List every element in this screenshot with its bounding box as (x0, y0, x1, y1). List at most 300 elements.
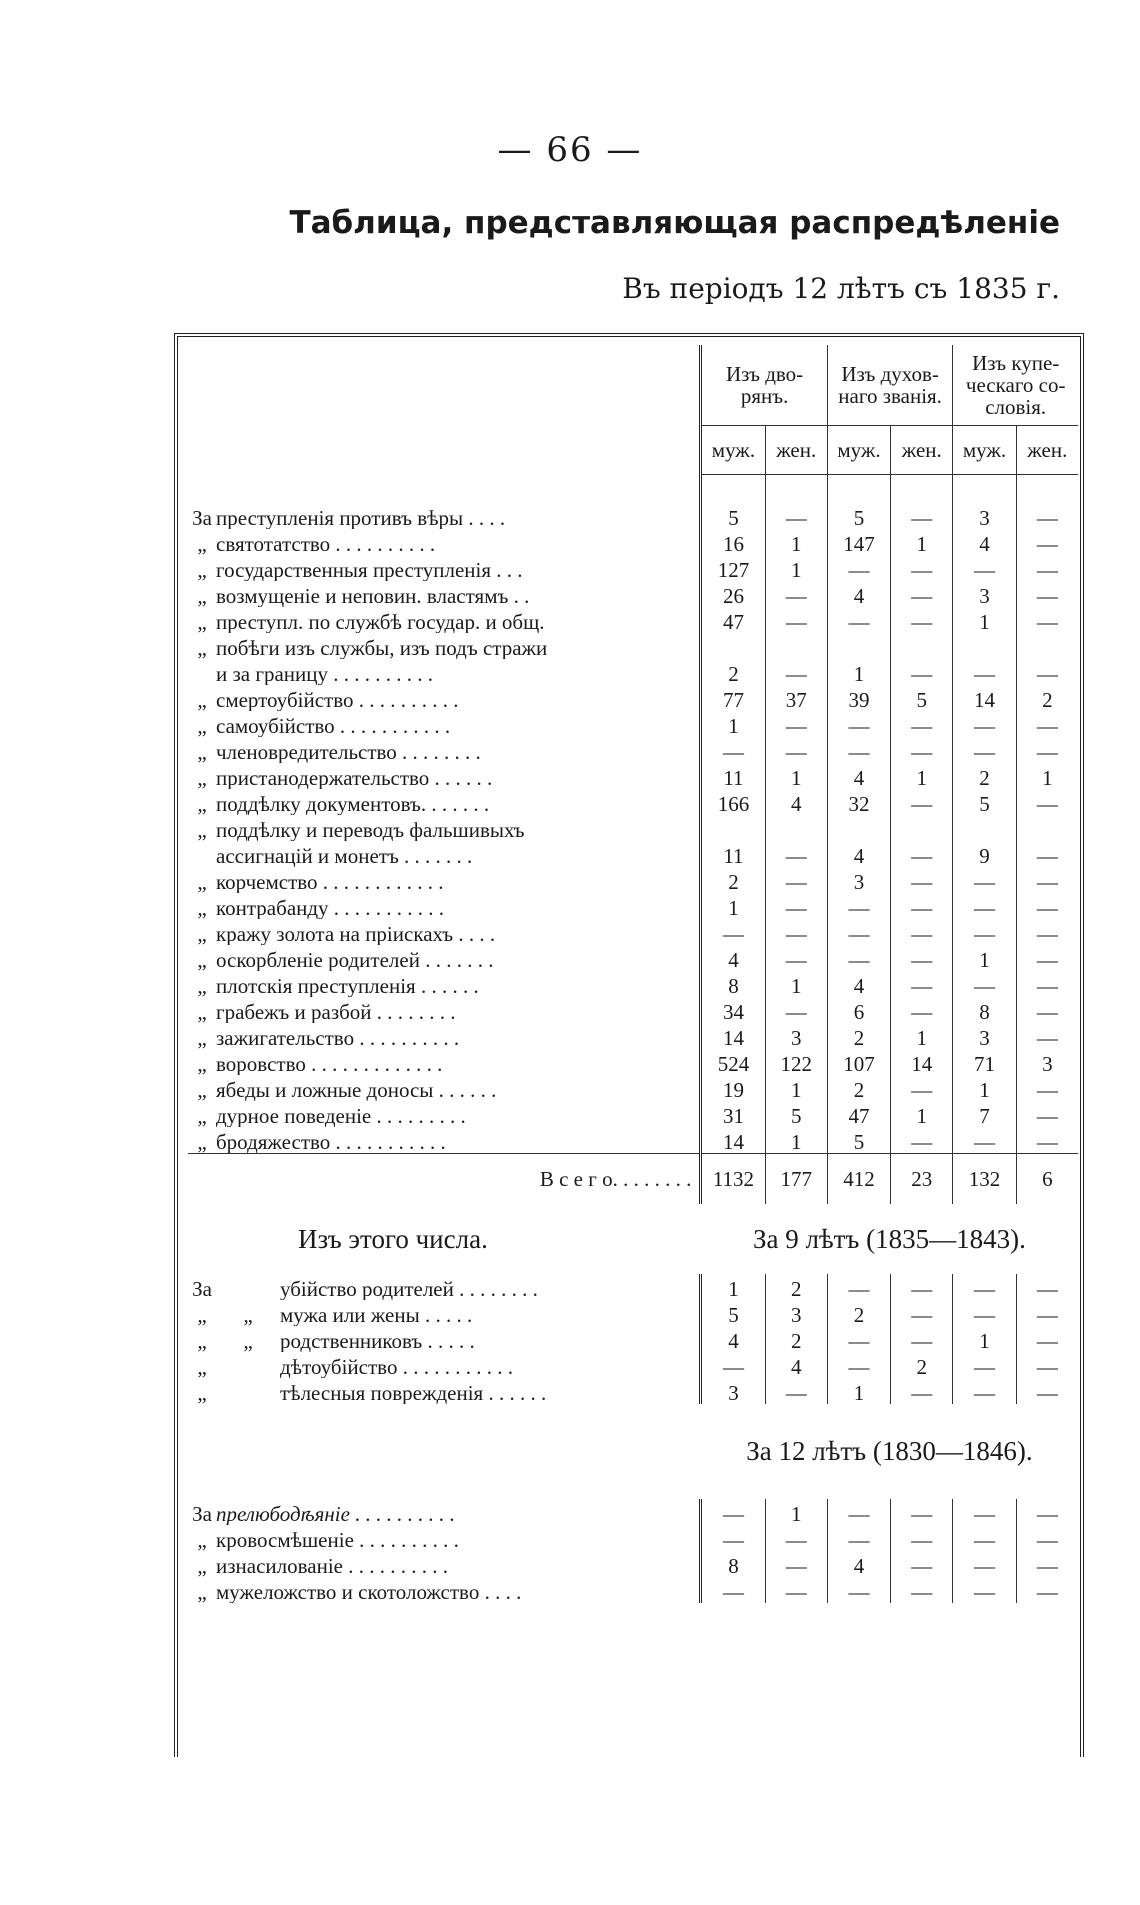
value-cell: — (953, 555, 1016, 581)
row-label (188, 867, 701, 893)
row-label (188, 711, 701, 737)
total-row (188, 1153, 1078, 1204)
row-prefix: „ (197, 791, 207, 815)
row-text: смертоубійство . . . . . . . . . . (216, 687, 459, 711)
value-cell: — (1016, 1326, 1078, 1352)
value-cell: — (1016, 893, 1078, 919)
value-cell: 9 (953, 841, 1016, 867)
value-cell: 1 (765, 529, 827, 555)
value-cell: — (765, 581, 827, 607)
value-cell: — (953, 1274, 1016, 1300)
value-cell: — (953, 1300, 1016, 1326)
value-cell: — (953, 711, 1016, 737)
value-cell: 8 (953, 997, 1016, 1023)
table-row (188, 711, 1078, 737)
value-cell: 2 (765, 1274, 827, 1300)
value-cell: — (765, 503, 827, 529)
value-cell: 8 (701, 1551, 765, 1577)
row-prefix: „ (197, 1051, 207, 1075)
row-prefix: „ (197, 973, 207, 997)
value-cell: 1 (827, 1378, 890, 1404)
value-cell: 127 (701, 555, 765, 581)
table-row (188, 893, 1078, 919)
row-text: мужеложство и скотоложство . . . . (216, 1579, 522, 1603)
table-row (188, 1525, 1078, 1551)
value-cell: 2 (701, 659, 765, 685)
table-row (188, 1378, 1078, 1404)
table-row (188, 789, 1078, 815)
value-cell: — (891, 1551, 953, 1577)
value-cell (701, 815, 765, 841)
value-cell: — (827, 945, 890, 971)
table-row (188, 1352, 1078, 1378)
value-cell: — (1016, 1577, 1078, 1603)
value-cell: — (891, 1075, 953, 1101)
spacer-row (188, 475, 1078, 503)
table-row (188, 945, 1078, 971)
row-label (188, 763, 701, 789)
row-label (188, 1075, 701, 1101)
value-cell: 16 (701, 529, 765, 555)
value-cell: — (827, 737, 890, 763)
value-cell: 1 (891, 763, 953, 789)
value-cell: 3 (765, 1300, 827, 1326)
row-prefix: „ (197, 765, 207, 789)
value-cell: — (765, 1525, 827, 1551)
value-cell: 2 (1016, 685, 1078, 711)
row-label (188, 1049, 701, 1075)
value-cell: 2 (701, 867, 765, 893)
page-number: — 66 — (497, 130, 643, 170)
value-cell: 3 (953, 503, 1016, 529)
row-prefix: „ (197, 713, 207, 737)
value-cell: — (891, 607, 953, 633)
row-text: оскорбленіе родителей . . . . . . . (216, 947, 494, 971)
row-label (188, 1499, 701, 1525)
row-text: дѣтоубійство . . . . . . . . . . . (280, 1354, 513, 1378)
row-prefix: „ (197, 739, 207, 763)
value-cell: — (891, 1300, 953, 1326)
value-cell: — (1016, 659, 1078, 685)
value-cell: — (765, 737, 827, 763)
value-cell: 32 (827, 789, 890, 815)
row-label (188, 789, 701, 815)
value-cell: 14 (701, 1127, 765, 1154)
spacer-cell (953, 475, 1016, 503)
row-label (188, 685, 701, 711)
header-group: Изъ дво- рянъ. (701, 345, 828, 426)
row-text: ассигнацій и монетъ . . . . . . . (216, 843, 473, 867)
row-label (188, 737, 701, 763)
value-cell: 3 (827, 867, 890, 893)
value-cell: — (891, 1127, 953, 1154)
value-cell: — (1016, 1023, 1078, 1049)
spacer-cell (1016, 475, 1078, 503)
value-cell (891, 633, 953, 659)
value-cell: 2 (891, 1352, 953, 1378)
row-prefix: „ (197, 609, 207, 633)
header-sub: жен. (891, 426, 953, 475)
row-label (188, 1127, 701, 1154)
row-prefix: „ (197, 557, 207, 581)
row-label (188, 1300, 701, 1326)
row-label (188, 1274, 701, 1300)
header-sub: муж. (701, 426, 765, 475)
section-heading-row (188, 1404, 1078, 1499)
value-cell: — (827, 1352, 890, 1378)
header-row (188, 345, 1078, 426)
value-cell: 1 (891, 529, 953, 555)
row-prefix: „ (197, 999, 207, 1023)
value-cell: 5 (827, 503, 890, 529)
value-cell: 14 (701, 1023, 765, 1049)
value-cell: — (953, 1352, 1016, 1378)
period-subtitle: Въ періодъ 12 лѣтъ съ 1835 г. (622, 272, 1060, 305)
table-row (188, 763, 1078, 789)
value-cell (953, 633, 1016, 659)
value-cell: 1 (765, 1499, 827, 1525)
value-cell: 1 (765, 763, 827, 789)
value-cell: 4 (765, 789, 827, 815)
value-cell: 1 (891, 1023, 953, 1049)
value-cell: 4 (701, 1326, 765, 1352)
value-cell: — (827, 1525, 890, 1551)
value-cell: — (1016, 555, 1078, 581)
value-cell: — (1016, 1127, 1078, 1154)
value-cell (827, 633, 890, 659)
value-cell: — (1016, 867, 1078, 893)
total-cell: 23 (891, 1153, 953, 1204)
row-prefix: „ (197, 869, 207, 893)
value-cell: 2 (827, 1075, 890, 1101)
value-cell: — (827, 1499, 890, 1525)
row-text: плотскія преступленія . . . . . . (216, 973, 479, 997)
row-prefix: За (192, 505, 212, 529)
value-cell: 1 (953, 945, 1016, 971)
value-cell: — (701, 1352, 765, 1378)
header-sub: муж. (953, 426, 1016, 475)
spacer-cell (891, 475, 953, 503)
value-cell: — (891, 1326, 953, 1352)
table-row (188, 841, 1078, 867)
value-cell: — (1016, 945, 1078, 971)
value-cell: — (953, 1577, 1016, 1603)
value-cell (701, 633, 765, 659)
row-label (188, 659, 701, 685)
value-cell: — (953, 893, 1016, 919)
total-cell: 132 (953, 1153, 1016, 1204)
row-text: поддѣлку и переводъ фальшивыхъ (216, 817, 525, 841)
value-cell: 122 (765, 1049, 827, 1075)
value-cell: 1 (765, 555, 827, 581)
row-text: бродяжество . . . . . . . . . . . (216, 1129, 446, 1153)
value-cell: — (1016, 971, 1078, 997)
value-cell: 4 (701, 945, 765, 971)
value-cell: — (765, 841, 827, 867)
value-cell: — (891, 737, 953, 763)
value-cell: — (953, 1127, 1016, 1154)
row-text: преступленія противъ вѣры . . . . (216, 505, 506, 529)
row-text: изнасилованіе . . . . . . . . . . (216, 1553, 448, 1577)
row-prefix: „ (197, 921, 207, 945)
value-cell: 5 (765, 1101, 827, 1127)
row-label (188, 971, 701, 997)
total-cell: 6 (1016, 1153, 1078, 1204)
header-group: Изъ купе- ческаго со- словія. (953, 345, 1078, 426)
value-cell: 4 (827, 1551, 890, 1577)
value-cell: 39 (827, 685, 890, 711)
value-cell: — (891, 867, 953, 893)
row-text: и за границу . . . . . . . . . . (216, 661, 434, 685)
value-cell: 19 (701, 1075, 765, 1101)
header-blank (188, 345, 701, 475)
row-text: государственныя преступленія . . . (216, 557, 523, 581)
row-prefix: „ (197, 1553, 207, 1577)
table-row (188, 685, 1078, 711)
row-label (188, 607, 701, 633)
value-cell: — (1016, 529, 1078, 555)
value-cell: — (953, 1499, 1016, 1525)
value-cell: — (1016, 1525, 1078, 1551)
value-cell: 4 (827, 971, 890, 997)
row-text: самоубійство . . . . . . . . . . . (216, 713, 451, 737)
row-label (188, 555, 701, 581)
value-cell: 3 (953, 581, 1016, 607)
value-cell: 1 (1016, 763, 1078, 789)
value-cell: 5 (891, 685, 953, 711)
value-cell: 3 (953, 1023, 1016, 1049)
table-row (188, 1049, 1078, 1075)
row-label (188, 841, 701, 867)
value-cell: — (827, 1577, 890, 1603)
value-cell (765, 633, 827, 659)
value-cell: 77 (701, 685, 765, 711)
table-row (188, 1075, 1078, 1101)
value-cell: 4 (827, 763, 890, 789)
table-row (188, 1023, 1078, 1049)
spacer-cell (827, 475, 890, 503)
row-text: членовредительство . . . . . . . . (216, 739, 481, 763)
row-prefix: „ (197, 531, 207, 555)
row-prefix: „ (197, 1129, 207, 1153)
value-cell: 1 (701, 1274, 765, 1300)
value-cell: 1 (827, 659, 890, 685)
value-cell: — (891, 997, 953, 1023)
row-label (188, 893, 701, 919)
value-cell: 26 (701, 581, 765, 607)
value-cell: — (891, 1499, 953, 1525)
table-row (188, 1551, 1078, 1577)
value-cell: 1 (701, 711, 765, 737)
value-cell: — (953, 1525, 1016, 1551)
value-cell: 2 (953, 763, 1016, 789)
value-cell: 2 (827, 1023, 890, 1049)
table-row (188, 737, 1078, 763)
value-cell: — (827, 711, 890, 737)
value-cell: 1 (765, 1127, 827, 1154)
section-left (188, 1404, 701, 1499)
table-row (188, 1499, 1078, 1525)
row-prefix: „ (197, 1380, 207, 1404)
value-cell: — (891, 919, 953, 945)
row-text: родственниковъ . . . . . (280, 1328, 475, 1352)
row-quote: „ (243, 1302, 253, 1326)
value-cell: — (765, 1577, 827, 1603)
value-cell: 3 (701, 1378, 765, 1404)
value-cell: 6 (827, 997, 890, 1023)
row-label (188, 1326, 701, 1352)
row-quote: „ (243, 1328, 253, 1352)
value-cell (1016, 815, 1078, 841)
row-text: грабежъ и разбой . . . . . . . . (216, 999, 456, 1023)
value-cell: — (953, 919, 1016, 945)
row-label (188, 919, 701, 945)
value-cell: — (1016, 711, 1078, 737)
value-cell: — (765, 711, 827, 737)
row-text: контрабанду . . . . . . . . . . . (216, 895, 445, 919)
total-cell: 177 (765, 1153, 827, 1204)
value-cell: — (953, 971, 1016, 997)
row-label (188, 1577, 701, 1603)
value-cell: — (1016, 789, 1078, 815)
row-text: убійство родителей . . . . . . . . (280, 1276, 538, 1300)
value-cell: — (827, 919, 890, 945)
value-cell: 8 (701, 971, 765, 997)
row-text: пристанодержательство . . . . . . (216, 765, 493, 789)
value-cell: 71 (953, 1049, 1016, 1075)
table-row (188, 997, 1078, 1023)
value-cell: — (891, 503, 953, 529)
value-cell: — (953, 737, 1016, 763)
row-text: возмущеніе и неповин. властямъ . . (216, 583, 530, 607)
header-sub: муж. (827, 426, 890, 475)
row-text: тѣлесныя поврежденія . . . . . . (280, 1380, 547, 1404)
row-prefix: „ (197, 1527, 207, 1551)
table-row (188, 529, 1078, 555)
value-cell: — (891, 945, 953, 971)
table-row (188, 581, 1078, 607)
value-cell (765, 815, 827, 841)
value-cell: 7 (953, 1101, 1016, 1127)
table-row (188, 503, 1078, 529)
table-row (188, 815, 1078, 841)
value-cell: — (1016, 1352, 1078, 1378)
value-cell: 37 (765, 685, 827, 711)
row-text: прелюбодѣяніе . . . . . . . . . . (216, 1501, 455, 1525)
table-row (188, 867, 1078, 893)
value-cell: — (891, 841, 953, 867)
value-cell: — (1016, 737, 1078, 763)
value-cell (891, 815, 953, 841)
value-cell: 147 (827, 529, 890, 555)
value-cell: — (765, 893, 827, 919)
row-label (188, 633, 701, 659)
value-cell: — (701, 737, 765, 763)
value-cell: — (765, 919, 827, 945)
row-prefix: „ (197, 1077, 207, 1101)
value-cell: — (891, 581, 953, 607)
value-cell: — (1016, 997, 1078, 1023)
table-row (188, 1127, 1078, 1154)
table-row (188, 1300, 1078, 1326)
value-cell: — (1016, 1300, 1078, 1326)
value-cell: — (701, 919, 765, 945)
value-cell: 47 (701, 607, 765, 633)
row-text: кровосмѣшеніе . . . . . . . . . . (216, 1527, 459, 1551)
value-cell: 47 (827, 1101, 890, 1127)
value-cell: — (1016, 1075, 1078, 1101)
header-sub: жен. (765, 426, 827, 475)
value-cell: — (1016, 1499, 1078, 1525)
table-row (188, 1101, 1078, 1127)
row-label (188, 581, 701, 607)
value-cell: — (1016, 919, 1078, 945)
value-cell (827, 815, 890, 841)
row-label (188, 529, 701, 555)
row-prefix: „ (197, 1579, 207, 1603)
table-row (188, 633, 1078, 659)
value-cell: — (1016, 1101, 1078, 1127)
total-cell: 1132 (701, 1153, 765, 1204)
row-text: преступл. по службѣ государ. и общ. (216, 609, 545, 633)
total-cell: 412 (827, 1153, 890, 1204)
row-prefix: „ (197, 1103, 207, 1127)
row-prefix: „ (197, 947, 207, 971)
value-cell: — (827, 555, 890, 581)
value-cell: 1 (891, 1101, 953, 1127)
value-cell: 1 (953, 1326, 1016, 1352)
value-cell: — (1016, 1378, 1078, 1404)
row-label (188, 1525, 701, 1551)
value-cell: — (765, 1551, 827, 1577)
value-cell: 4 (827, 841, 890, 867)
value-cell: 5 (701, 1300, 765, 1326)
value-cell: 4 (765, 1352, 827, 1378)
row-text: ябеды и ложные доносы . . . . . . (216, 1077, 497, 1101)
row-text: побѣги изъ службы, изъ подъ стражи (216, 635, 548, 659)
value-cell: — (891, 711, 953, 737)
table-row (188, 1326, 1078, 1352)
value-cell: — (891, 789, 953, 815)
table-row (188, 607, 1078, 633)
value-cell: — (891, 1525, 953, 1551)
section-left: Изъ этого числа. (298, 1223, 488, 1254)
row-label (188, 997, 701, 1023)
row-text: мужа или жены . . . . . (280, 1302, 473, 1326)
header-group: Изъ духов- наго званія. (827, 345, 953, 426)
row-label (188, 945, 701, 971)
spacer (188, 475, 701, 503)
value-cell: 1 (953, 607, 1016, 633)
value-cell: 107 (827, 1049, 890, 1075)
statistics-table (188, 345, 1078, 1603)
value-cell: 1 (953, 1075, 1016, 1101)
value-cell: — (953, 1551, 1016, 1577)
spacer-cell (765, 475, 827, 503)
value-cell: — (1016, 1274, 1078, 1300)
value-cell: 5 (953, 789, 1016, 815)
row-label (188, 1101, 701, 1127)
row-text: святотатство . . . . . . . . . . (216, 531, 436, 555)
value-cell: 2 (827, 1300, 890, 1326)
row-text: дурное поведеніе . . . . . . . . . (216, 1103, 466, 1127)
value-cell: — (765, 997, 827, 1023)
value-cell: 3 (1016, 1049, 1078, 1075)
value-cell: — (765, 945, 827, 971)
value-cell: — (953, 867, 1016, 893)
value-cell: — (1016, 503, 1078, 529)
value-cell: 34 (701, 997, 765, 1023)
